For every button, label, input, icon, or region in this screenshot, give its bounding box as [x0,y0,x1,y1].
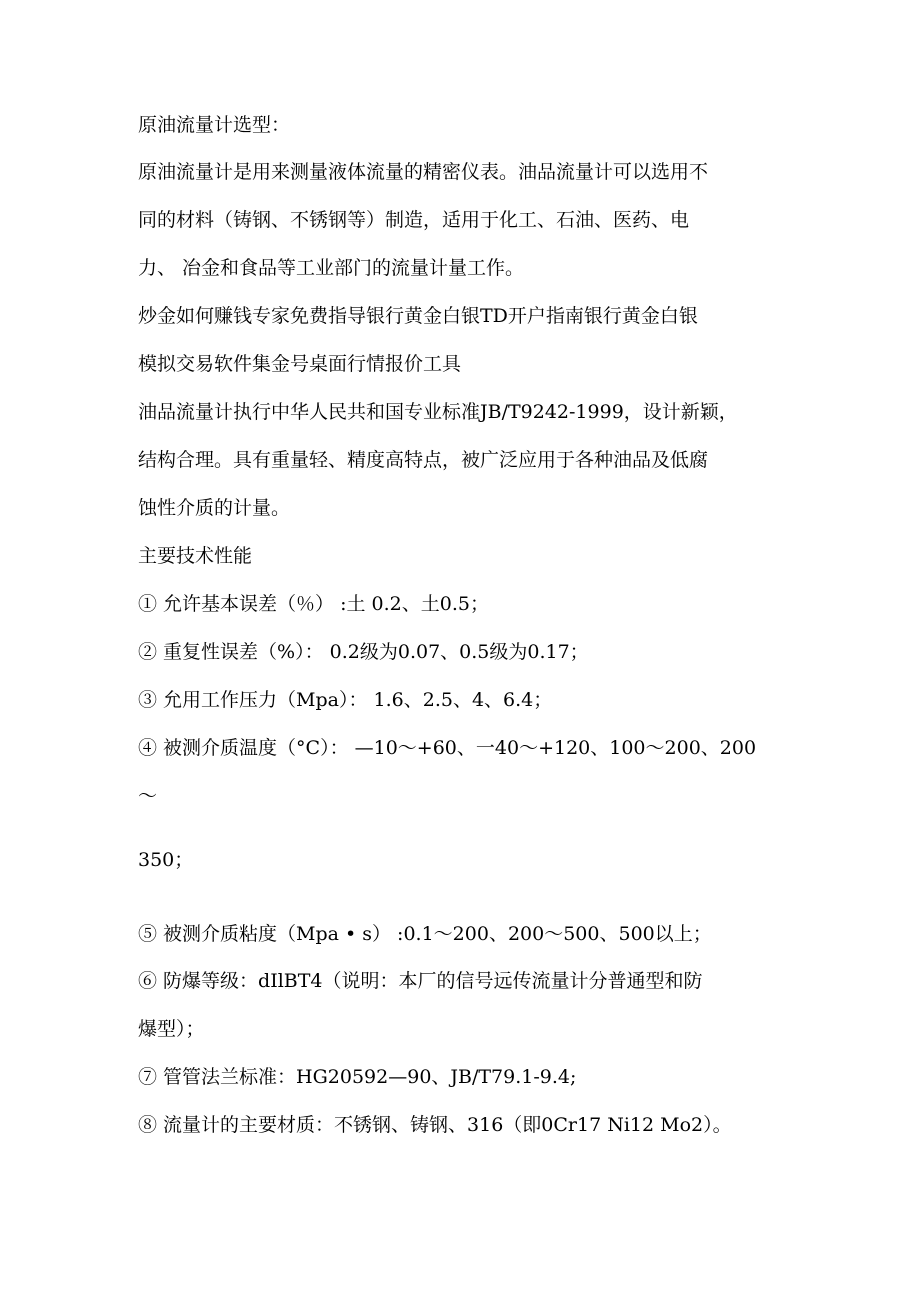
intro-line-3: 力、 冶金和食品等工业部门的流量计量工作。 [138,257,525,279]
spec-item-7: ⑦ 管管法兰标准：HG20592—90、JB/T79.1-9.4; [138,1066,577,1088]
ad-line-2: 模拟交易软件集金号桌面行情报价工具 [138,353,462,375]
spec-item-1: ① 允许基本误差（％） :土 0.2、土0.5； [138,593,489,615]
standard-line-1: 油品流量计执行中华人民共和国专业标准JB/T9242-1999，设计新颖， [138,401,738,423]
standard-line-2: 结构合理。具有重量轻、精度高特点，被广泛应用于各种油品及低腐 [138,449,709,471]
spec-item-3: ③ 允用工作压力（Mpa）： 1.6、2.5、4、6.4； [138,689,553,711]
spec-item-2: ② 重复性误差（%）： 0.2级为0.07、0.5级为0.17； [138,641,589,663]
spec-item-4-end: 350； [138,849,194,871]
spec-item-6-cont: 爆型）； [138,1018,205,1040]
intro-line-2: 同的材料（铸钢、不锈钢等）制造，适用于化工、石油、医药、电 [138,209,690,231]
spec-item-6: ⑥ 防爆等级：dIlBT4（说明：本厂的信号远传流量计分普通型和防 [138,970,703,992]
spec-item-4-cont: 〜 [138,785,158,807]
section-heading: 原油流量计选型： [138,114,291,136]
spec-item-8: ⑧ 流量计的主要材质：不锈钢、铸钢、316（即0Cr17 Ni12 Mo2）。 [138,1114,732,1136]
spec-item-4: ④ 被测介质温度（°C）： —10〜+60、一40〜+120、100〜200、200 [138,737,757,759]
intro-line-1: 原油流量计是用来测量液体流量的精密仪表。油品流量计可以选用不 [138,161,709,183]
standard-line-3: 蚀性介质的计量。 [138,497,291,519]
ad-line-1: 炒金如何赚钱专家免费指导银行黄金白银TD开户指南银行黄金白银 [138,305,698,327]
spec-item-5: ⑤ 被测介质粘度（Mpa • s） :0.1〜200、200〜500、500以上； [138,923,712,945]
spec-heading: 主要技术性能 [138,545,253,567]
